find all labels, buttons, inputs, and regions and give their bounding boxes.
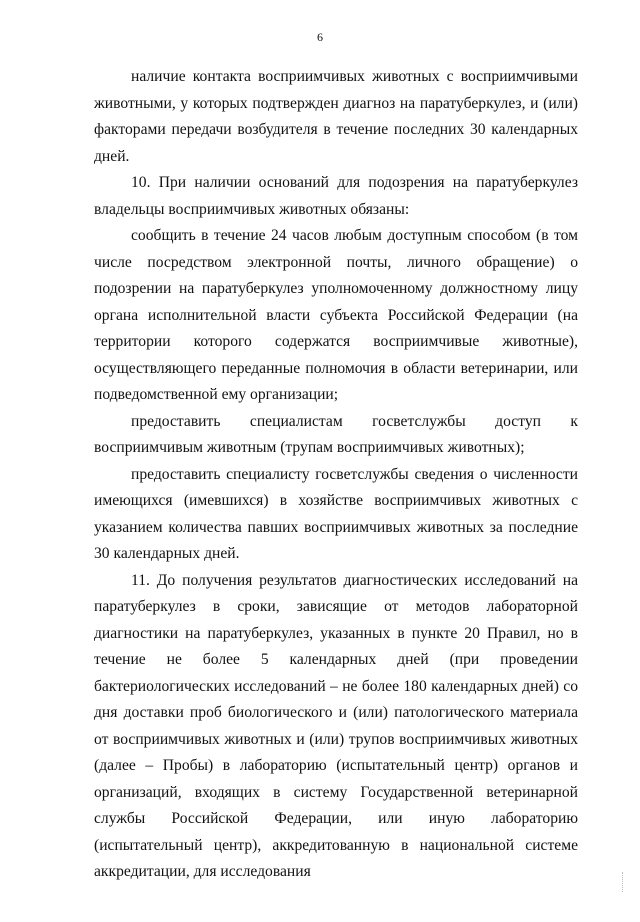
page-number: 6 bbox=[317, 30, 323, 44]
scan-artifact bbox=[622, 872, 626, 892]
paragraph-contact-condition: наличие контакта восприимчивых животных с восприимчивыми животными, у которых подтвержден диагноз на паратуберкулез, и (или) факторами передачи возбудителя в течение последних 30 календарных дней. bbox=[94, 68, 578, 165]
paragraph-item-10: 10. При наличии оснований для подозрения на паратуберкулез владельцы восприимчивых животных обязаны: bbox=[94, 174, 578, 218]
paragraph-provide-info: предоставить специалисту госветслужбы сведения о численности имеющихся (имевшихся) в хозяйстве восприимчивых животных с указанием количества павших восприимчивых животных за последние 30 календарных дней. bbox=[94, 465, 578, 562]
paragraph-item-11: 11. До получения результатов диагностических исследований на паратуберкулез в сроки, зависящие от методов лабораторной диагностики на паратуберкулез, указанных в пункте 20 Правил, но в течение не более 5 календарных дней (при проведении бактериологических исследований – не более 180 календарных дней) со дня доставки проб биологического и (или) патологического материала от восприимчивых животных и (или) трупов восприимчивых животных (далее – Пробы) в лабораторию (испытательный центр) органов и организаций, входящих в систему Государственной ветеринарной службы Российской Федерации, или иную лабораторию (испытательный центр), аккредитованную в национальной системе аккредитации, для исследования bbox=[94, 571, 578, 880]
paragraph-report-suspicion: сообщить в течение 24 часов любым доступным способом (в том числе посредством электронной почты, личного обращение) о подозрении на паратуберкулез уполномоченному должностному лицу органа исполнительной власти субъекта Российской Федерации (на территории которого содержатся восприимчивые животные), осуществляющего переданные полномочия в области ветеринарии, или подведомственной ему организации; bbox=[94, 227, 578, 403]
document-body bbox=[94, 64, 578, 886]
paragraph-provide-access: предоставить специалистам госветслужбы доступ к восприимчивым животным (трупам восприимчивых животных); bbox=[94, 412, 578, 456]
